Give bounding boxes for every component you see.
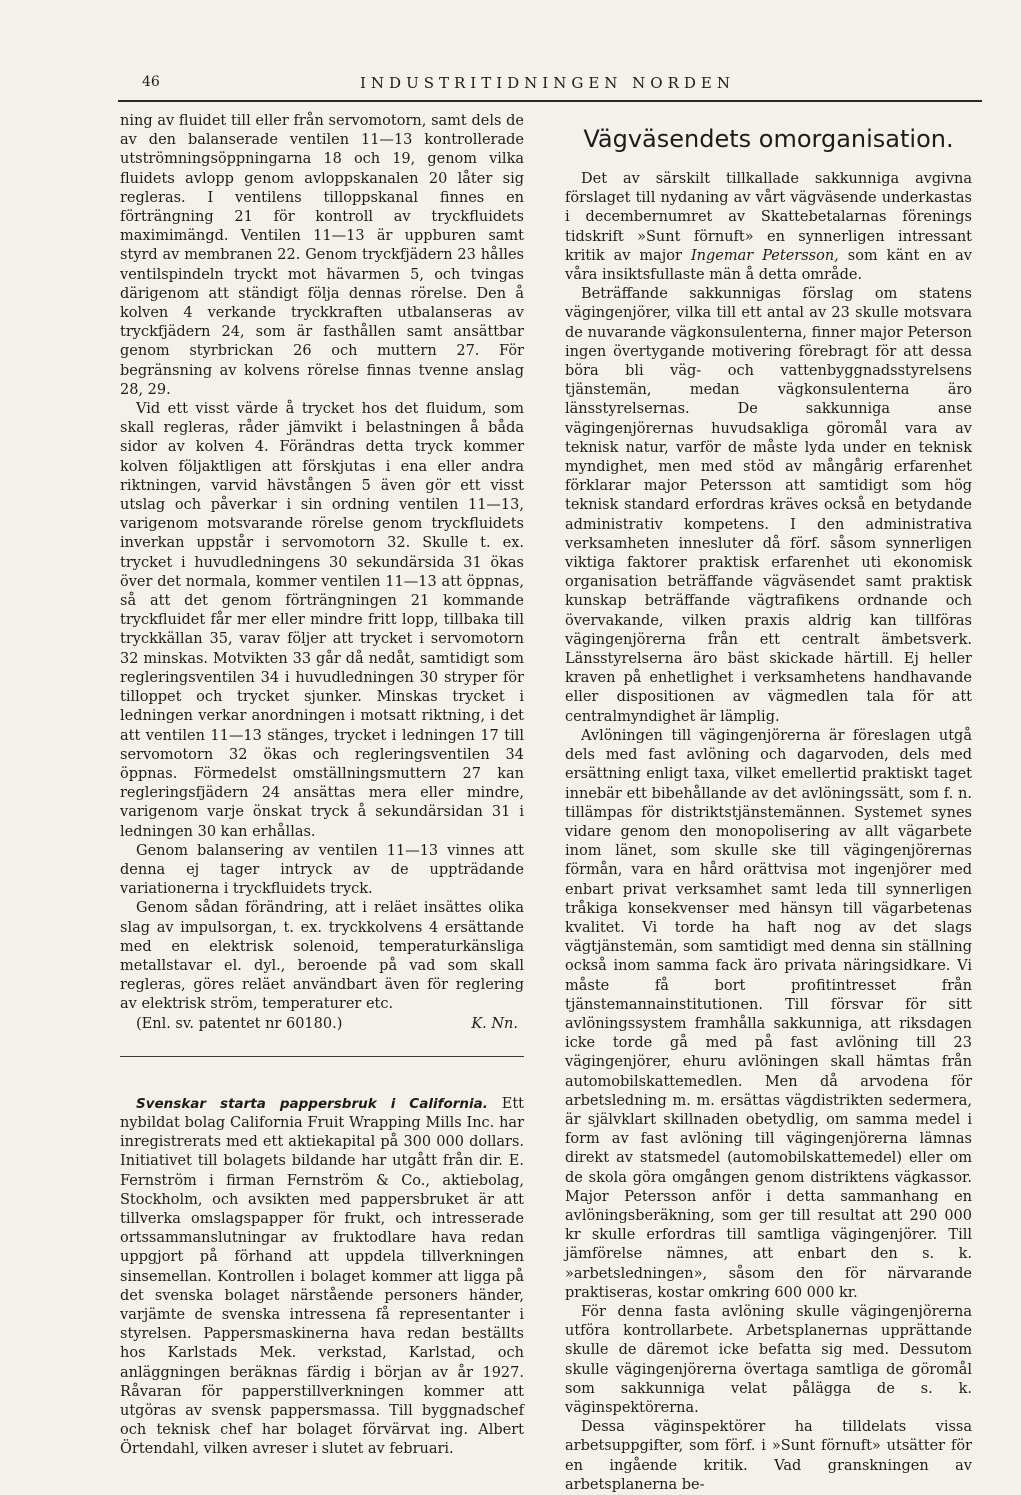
intro-text: Det av särskilt tillkallade sakkunniga avgivna förslaget till nydaning av vårt vägväsende underkastas i decembernumret av Skattebetalarnas förenings tidskrift »Sunt förnuft» en synnerligen intressant kritik av major [565, 171, 972, 264]
news-item [120, 1095, 524, 1460]
right-intro [565, 170, 972, 285]
right-paragraph: Dessa väginspektörer ha tilldelats vissa arbetsuppgifter, som förf. i »Sunt förnuft» utsätter för en ingående kritik. Vad granskningen av arbetsplanerna be- [565, 1419, 972, 1493]
running-head: INDUSTRITIDNINGEN NORDEN [360, 74, 735, 92]
news-body: Ett nybildat bolag California Fruit Wrapping Mills Inc. har inregistrerats med ett aktiekapital på 300 000 dollars. Initiativet till bolagets bildande har utgått från dir. E. Fernström i firman Fernström & Co., aktiebolag, Stockholm, och avsikten med pappersbruket är att tillverka omslagspapper för frukt, och intresserade ortssammanslutningar av fruktodlare hava redan uppgjort på förhand att uppdela tillverkningen sinsemellan. Kontrollen i bolaget kommer att ligga på det svenska bolaget närstående personers händer, varjämte de svenska intressena få representanter i styrelsen. Pappersmaskinerna hava redan beställts hos Karlstads Mek. verkstad, Karlstad, och anläggningen beräknas färdig i början av år 1927. Råvaran för papperstillverkningen kommer att utgöras av svensk pappersmassa. Till byggnadschef och teknisk chef har bolaget förvärvat ing. Albert Örtendahl, vilken avreser i slutet av februari. [120, 1095, 524, 1458]
left-paragraph: Genom balansering av ventilen 11—13 vinnes att denna ej tager intryck av de uppträdande variationerna i tryckfluidets tryck. [120, 842, 524, 898]
signature-line [120, 1015, 524, 1034]
intro-text-end: som känt en av våra insiktsfullaste män å detta område. [565, 247, 972, 284]
author-signature: K. Nn. [471, 1015, 518, 1032]
author-name: Ingemar Petersson, [690, 247, 839, 264]
right-paragraph: Beträffande sakkunnigas förslag om statens vägingenjörer, vilka till ett antal av 23 skulle motsvara de nuvarande vägkonsulenterna, finner major Peterson ingen övertygande motivering förebragt för att dessa böra bli väg- och vattenbyggnadsstyrelsens tjänstemän, medan vägkonsulenterna äro länsstyrelsernas. De sakkunniga anse vägingenjörernas huvudsakliga göromål vara av teknisk natur, varför de måste lyda under en teknisk myndighet, men med stöd av mångårig erfarenhet förklarar major Petersson att samtidigt som hög teknisk standard erfordras kräves också en betydande administrativ kompetens. I den administrativa verksamheten innesluter då förf. såsom synnerligen viktiga faktorer praktisk erfarenhet uti ekonomisk organisation beträffande vägväsendet samt praktisk kunskap beträffande vägtrafikens ordnande och övervakande, vilken praxis aldrig kan tillföras vägingenjörerna från ett centralt ämbetsverk. Länsstyrelserna äro bäst skickade härtill. Ej heller kraven på enhetlighet i verksamhetens handhavande eller dispositionen av vägmedlen tala för att centralmyndighet är lämplig. [565, 286, 972, 725]
left-paragraph: Vid ett visst värde å trycket hos det fluidum, som skall regleras, råder jämvikt i belastningen å båda sidor av kolven 4. Förändras detta tryck kommer kolven följaktligen att förskjutas i ena eller andra riktningen, varvid hävstången 5 även gör ett visst utslag och påverkar i sin ordning ventilen 11—13, varigenom motsvarande rörelse genom tryckfluidets inverkan uppstår i servomotorn 32. Skulle t. ex. trycket i huvudledningens 30 sekundärsida 31 ökas över det normala, kommer ventilen 11—13 att öppnas, så att det genom förträngningen 21 kommande tryckfluidet får mer eller mindre fritt lopp, tillbaka till tryckkällan 35, varav följer att trycket i servomotorn 32 minskas. Motvikten 33 går då nedåt, samtidigt som regleringsventilen 34 i huvudledningen 30 stryper för tilloppet och trycket sjunker. Minskas trycket i ledningen verkar anordningen i motsatt riktning, i det att ventilen 11—13 stänges, trycket i ledningen 17 till servomotorn 32 ökas och regleringsventilen 34 öppnas. Förmedelst omställningsmuttern 27 kan regleringsfjädern 24 ansättas mera eller mindre, varigenom varje önskat tryck å sekundärsidan 31 i ledningen 30 kan erhållas. [120, 401, 524, 840]
page-number: 46 [142, 74, 160, 90]
right-paragraph: För denna fasta avlöning skulle vägingenjörerna utföra kontrollarbete. Arbetsplanernas upprättande skulle de däremot icke befatta sig med. Dessutom skulle vägingenjörerna övertaga samtliga de göromål som sakkunniga velat pålägga de s. k. väginspektörerna. [565, 1303, 972, 1416]
article-title: Vägväsendets omorganisation. [583, 125, 954, 153]
section-divider [120, 1056, 524, 1057]
left-paragraph: ning av fluidet till eller från servomotorn, samt dels de av den balanserade ventilen 11—13 kontrollerade utströmningsöppningarna 18 och 19, genom vilka fluidets avlopp genom avloppskanalen 20 låter sig regleras. I ventilens tilloppskanal finnes en förträngning 21 för kontroll av tryckfluidets maximimängd. Ventilen 11—13 är uppburen samt styrd av membranen 22. Genom tryckfjädern 23 hålles ventilspindeln tryckt mot hävarmen 5, och tvingas därigenom att ständigt följa dennas rörelse. Den å kolven 4 verkande tryckkraften utbalanseras av tryckfjädern 24, som är fasthållen samt ansättbar genom styrbrickan 26 och muttern 27. För begränsning av kolvens rörelse finnas tvenne anslag 28, 29. [120, 113, 524, 398]
left-paragraph: Genom sådan förändring, att i reläet insättes olika slag av impulsorgan, t. ex. tryckkolvens 4 ersättande med en elektrisk solenoid, temperaturkänsliga metallstavar el. dyl., beroende på vad som skall regleras, göres reläet användbart även för reglering av elektrisk ström, temperaturer etc. [120, 900, 524, 1013]
right-column [565, 118, 972, 1495]
header-rule [118, 100, 982, 102]
right-paragraph: Avlöningen till vägingenjörerna är föreslagen utgå dels med fast avlöning och dagarvoden, dels med ersättning enligt taxa, vilket emellertid praktiskt taget innebär ett bibehållande av det avlöningssätt, som f. n. tillämpas för distriktstjänstemännen. Systemet synes vidare genom den monopolisering av allt vägarbete inom länet, som skulle ske till vägingenjörernas förmån, vara en hård orättvisa mot ingenjörer med enbart privat verksamhet samt leda till synnerligen tråkiga konsekvenser med hänsyn till vägarbetenas kvalitet. Vi torde ha haft nog av det slags vägtjänstemän, som samtidigt med denna sin ställning också inom samma fack äro privata näringsidkare. Vi måste få bort profitintresset från tjänstemannainstitutionen. Till försvar för sitt avlöningssystem framhålla sakkunniga, att riksdagen icke torde gå med på fast avlöning till 23 vägingenjörer, ehuru avlöningen skall hämtas från automobilskattemedlen. Men då arvodena för arbetsledning m. m. ersättas vägdistrikten sedermera, är självklart skillnaden obetydlig, om samma medel i form av fast avlöning till vägingenjörerna lämnas direkt av statsmedel (automobilskattemedel) eller om de skola göra omgången genom distriktens vägkassor. Major Petersson anför i detta sammanhang en avlöningsberäkning, som ger till resultat att 290 000 kr skulle erfordras till samtliga vägingenjörer. Till jämförelse nämnes, att enbart den s. k. »arbetsledningen», såsom den för närvarande praktiseras, kostar omkring 600 000 kr. [565, 727, 972, 1301]
left-column [120, 112, 524, 1460]
patent-note: (Enl. sv. patentet nr 60180.) [136, 1015, 343, 1032]
news-title: Svenskar starta pappersbruk i California. [136, 1095, 488, 1112]
